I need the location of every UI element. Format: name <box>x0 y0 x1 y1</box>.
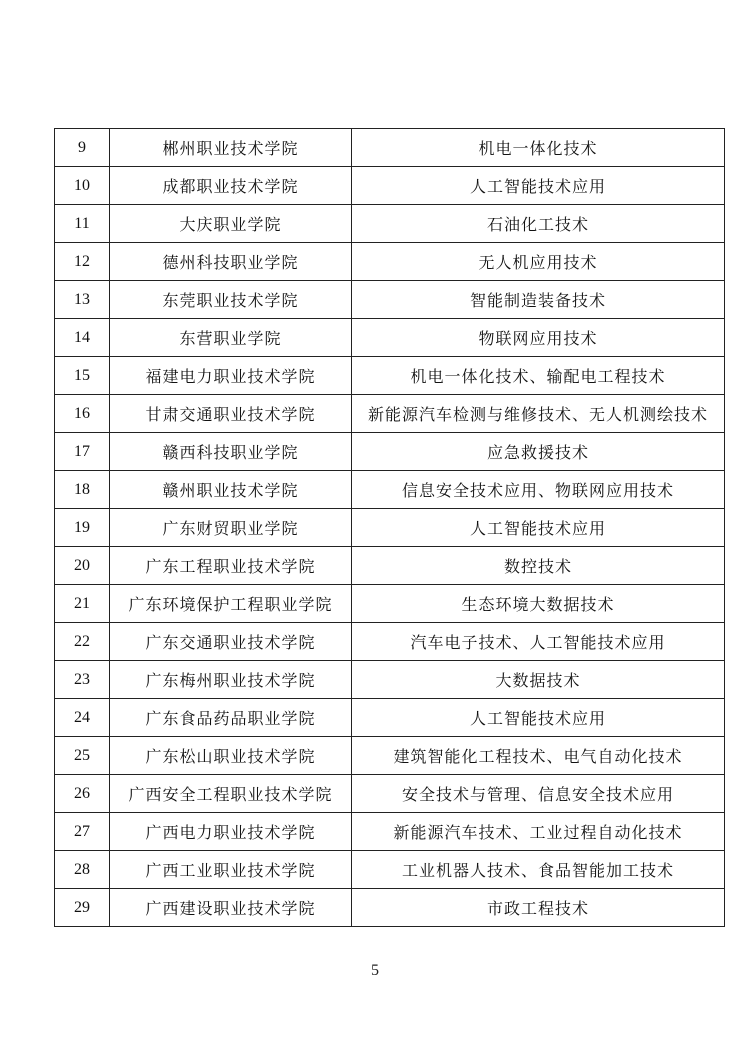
school-name: 甘肃交通职业技术学院 <box>110 395 352 433</box>
row-number: 22 <box>55 623 110 661</box>
table-row <box>55 699 725 737</box>
major-name: 人工智能技术应用 <box>352 167 725 205</box>
table-row <box>55 281 725 319</box>
table-row <box>55 889 725 927</box>
major-name: 新能源汽车检测与维修技术、无人机测绘技术 <box>352 395 725 433</box>
table-row <box>55 623 725 661</box>
row-number: 19 <box>55 509 110 547</box>
school-name: 大庆职业学院 <box>110 205 352 243</box>
table-row <box>55 395 725 433</box>
major-name: 建筑智能化工程技术、电气自动化技术 <box>352 737 725 775</box>
major-name: 石油化工技术 <box>352 205 725 243</box>
table-row <box>55 357 725 395</box>
table-row <box>55 433 725 471</box>
school-name: 东营职业学院 <box>110 319 352 357</box>
row-number: 10 <box>55 167 110 205</box>
table-row <box>55 547 725 585</box>
major-name: 无人机应用技术 <box>352 243 725 281</box>
row-number: 11 <box>55 205 110 243</box>
row-number: 26 <box>55 775 110 813</box>
table-row <box>55 509 725 547</box>
table-row <box>55 167 725 205</box>
table-row <box>55 129 725 167</box>
table-row <box>55 775 725 813</box>
row-number: 15 <box>55 357 110 395</box>
school-name: 东莞职业技术学院 <box>110 281 352 319</box>
table-row <box>55 851 725 889</box>
table-row <box>55 661 725 699</box>
row-number: 21 <box>55 585 110 623</box>
row-number: 17 <box>55 433 110 471</box>
school-name: 广西工业职业技术学院 <box>110 851 352 889</box>
major-name: 物联网应用技术 <box>352 319 725 357</box>
row-number: 9 <box>55 129 110 167</box>
table-row <box>55 319 725 357</box>
row-number: 25 <box>55 737 110 775</box>
major-name: 工业机器人技术、食品智能加工技术 <box>352 851 725 889</box>
table-row <box>55 737 725 775</box>
major-name: 市政工程技术 <box>352 889 725 927</box>
school-name: 广东交通职业技术学院 <box>110 623 352 661</box>
row-number: 29 <box>55 889 110 927</box>
major-name: 汽车电子技术、人工智能技术应用 <box>352 623 725 661</box>
school-name: 广东环境保护工程职业学院 <box>110 585 352 623</box>
school-name: 成都职业技术学院 <box>110 167 352 205</box>
major-name: 生态环境大数据技术 <box>352 585 725 623</box>
school-name: 广东工程职业技术学院 <box>110 547 352 585</box>
page-number: 5 <box>371 962 379 979</box>
school-name: 广东松山职业技术学院 <box>110 737 352 775</box>
table-row <box>55 205 725 243</box>
school-name: 广东财贸职业学院 <box>110 509 352 547</box>
row-number: 20 <box>55 547 110 585</box>
school-name: 德州科技职业学院 <box>110 243 352 281</box>
major-name: 智能制造装备技术 <box>352 281 725 319</box>
school-name: 郴州职业技术学院 <box>110 129 352 167</box>
major-name: 数控技术 <box>352 547 725 585</box>
row-number: 23 <box>55 661 110 699</box>
row-number: 24 <box>55 699 110 737</box>
school-major-table <box>54 128 725 927</box>
major-name: 信息安全技术应用、物联网应用技术 <box>352 471 725 509</box>
row-number: 28 <box>55 851 110 889</box>
row-number: 18 <box>55 471 110 509</box>
major-name: 应急救援技术 <box>352 433 725 471</box>
table-body <box>55 129 725 927</box>
major-name: 机电一体化技术 <box>352 129 725 167</box>
table-row <box>55 243 725 281</box>
row-number: 14 <box>55 319 110 357</box>
row-number: 13 <box>55 281 110 319</box>
school-name: 广西电力职业技术学院 <box>110 813 352 851</box>
table-row <box>55 471 725 509</box>
school-name: 广西安全工程职业技术学院 <box>110 775 352 813</box>
school-name: 广东梅州职业技术学院 <box>110 661 352 699</box>
school-name: 赣西科技职业学院 <box>110 433 352 471</box>
table-row <box>55 585 725 623</box>
major-name: 人工智能技术应用 <box>352 699 725 737</box>
major-name: 大数据技术 <box>352 661 725 699</box>
school-name: 广西建设职业技术学院 <box>110 889 352 927</box>
school-name: 赣州职业技术学院 <box>110 471 352 509</box>
row-number: 12 <box>55 243 110 281</box>
school-name: 广东食品药品职业学院 <box>110 699 352 737</box>
major-name: 机电一体化技术、输配电工程技术 <box>352 357 725 395</box>
major-name: 安全技术与管理、信息安全技术应用 <box>352 775 725 813</box>
table-row <box>55 813 725 851</box>
row-number: 27 <box>55 813 110 851</box>
major-name: 人工智能技术应用 <box>352 509 725 547</box>
major-name: 新能源汽车技术、工业过程自动化技术 <box>352 813 725 851</box>
school-name: 福建电力职业技术学院 <box>110 357 352 395</box>
row-number: 16 <box>55 395 110 433</box>
